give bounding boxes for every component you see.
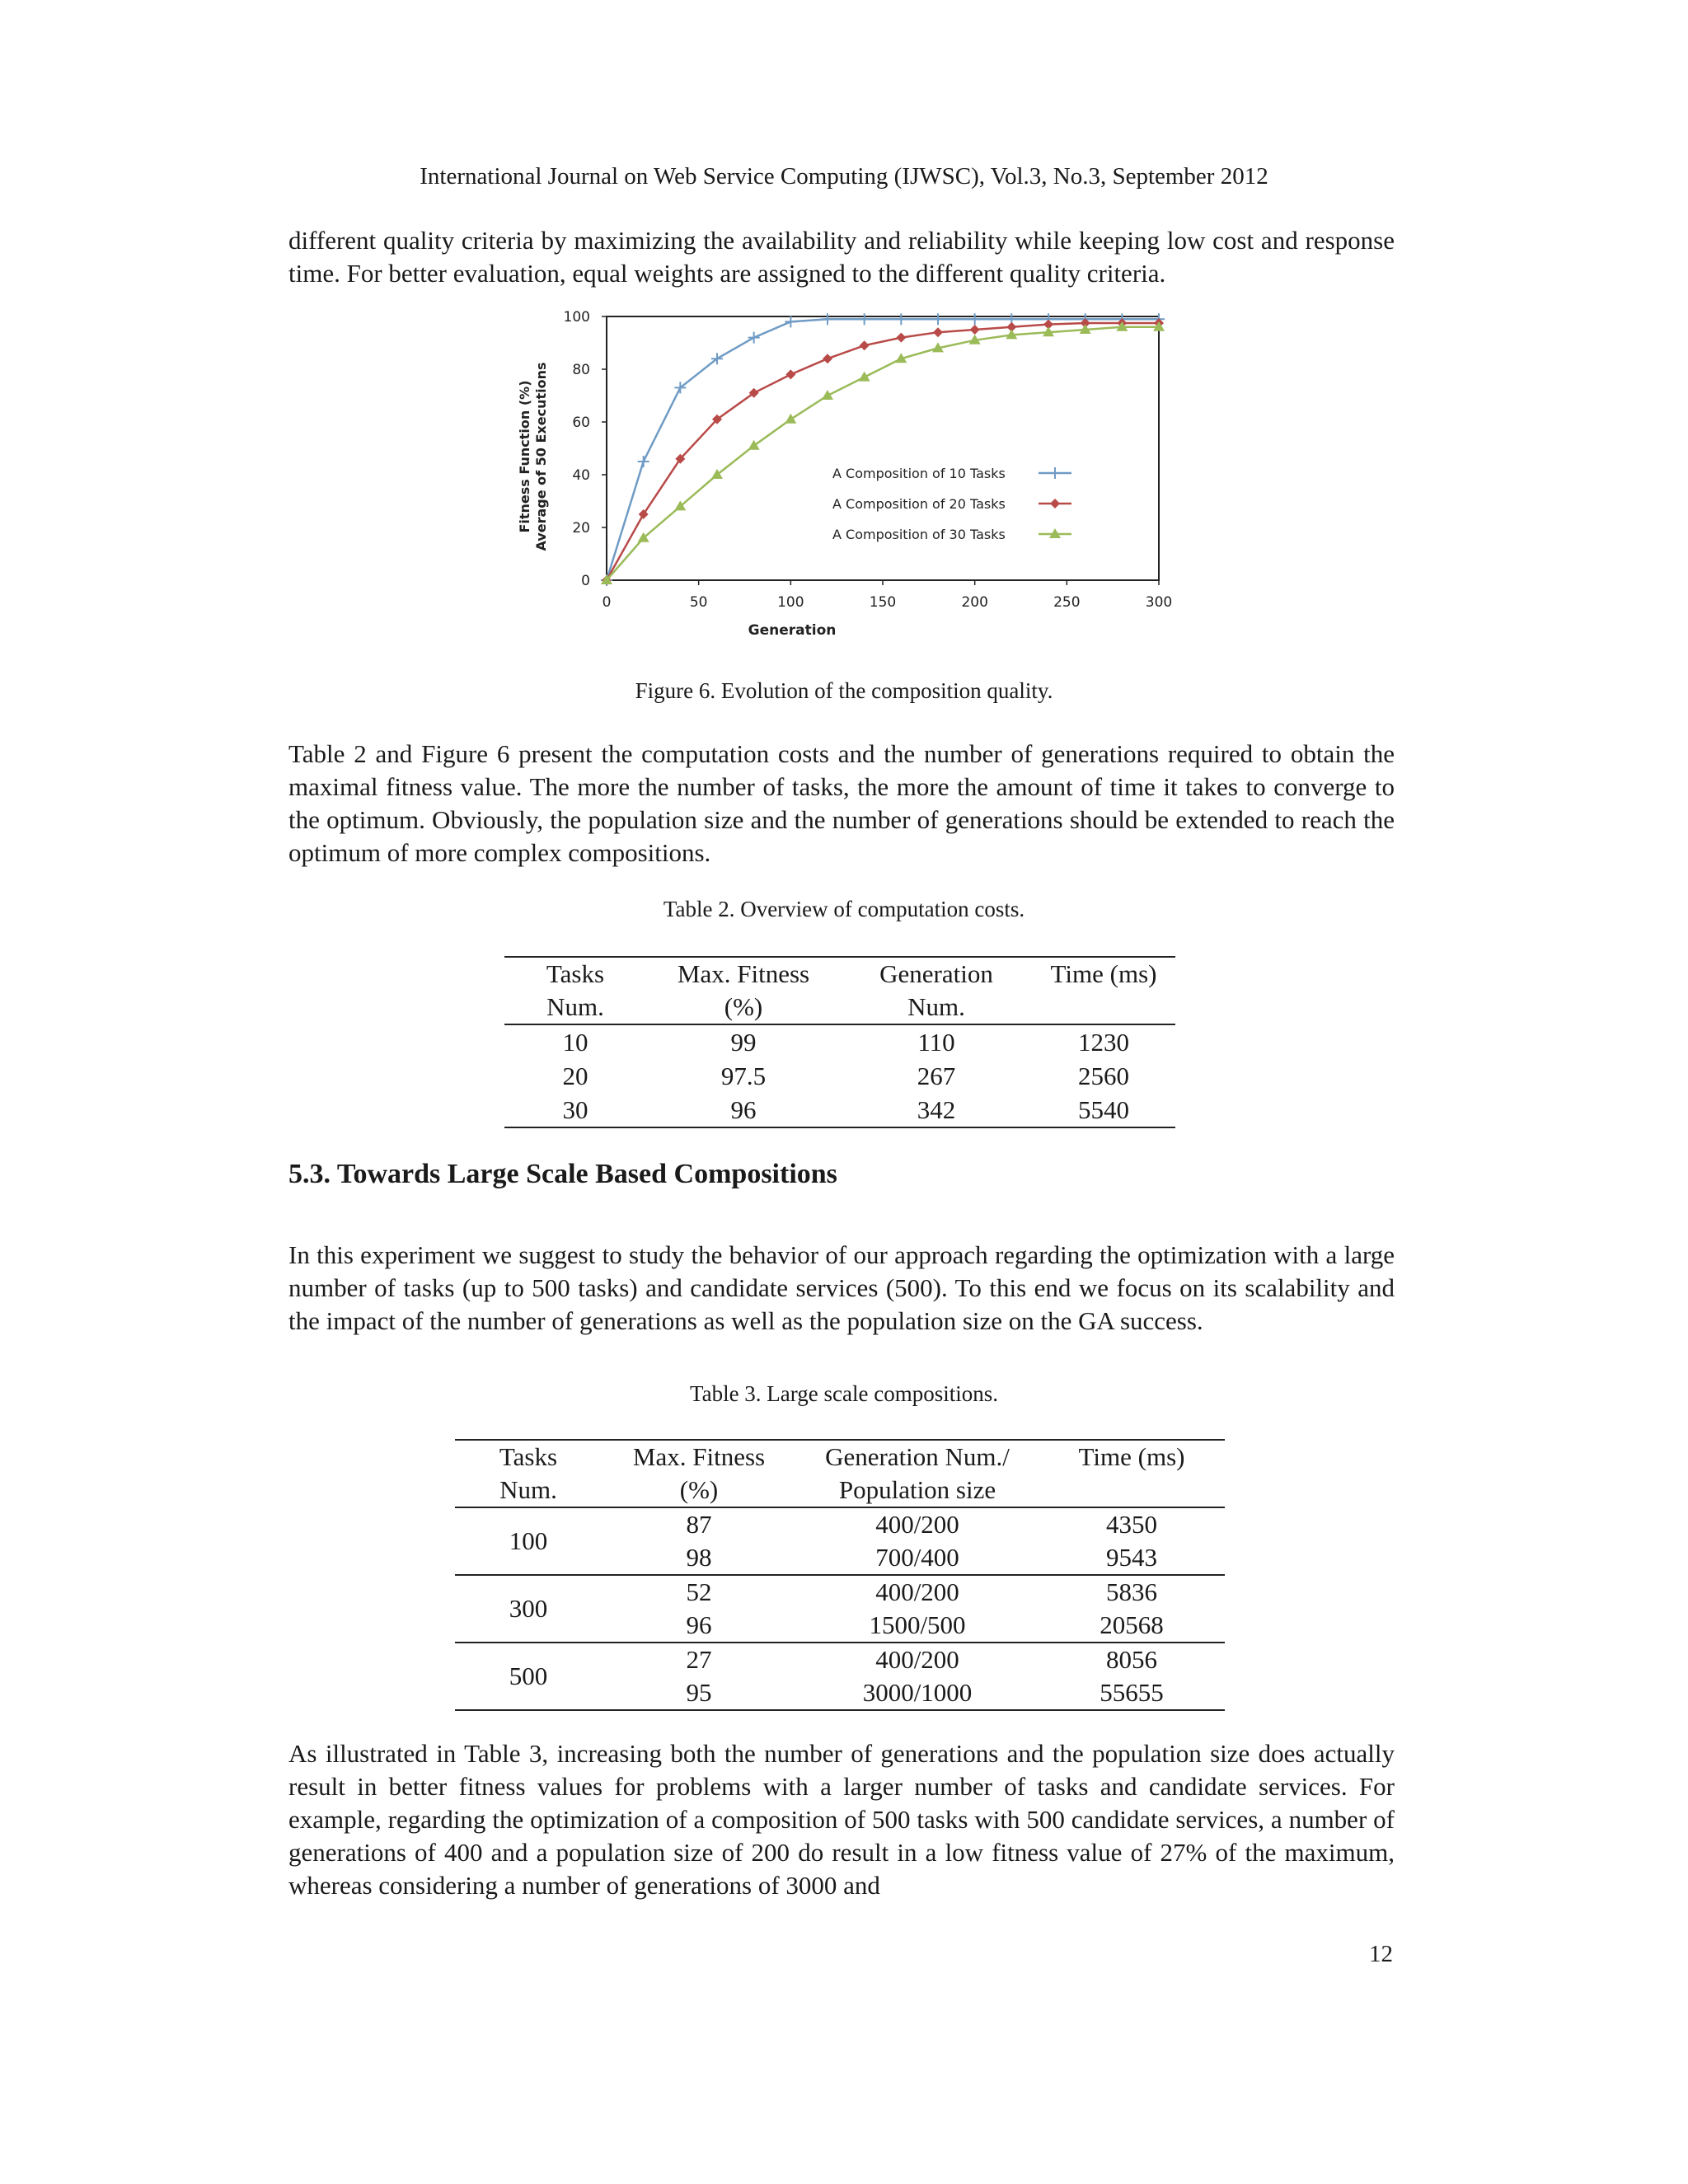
table-row — [455, 1507, 1225, 1541]
y-tick-label: 20 — [572, 520, 590, 537]
journal-header: International Journal on Web Service Computing (IJWSC), Vol.3, No.3, September 2012 — [420, 163, 1268, 190]
y-tick-label: 100 — [563, 309, 590, 326]
intro-paragraph: different quality criteria by maximizing the availability and reliability while keeping low cost and response time. For better evaluation, equal weights are assigned to the different quality criteria. — [288, 226, 1395, 288]
table-row — [504, 1093, 1175, 1127]
table-cell: 96 — [602, 1609, 796, 1643]
series-1-point — [785, 316, 796, 327]
table-cell: 9543 — [1039, 1541, 1225, 1575]
x-tick-label: 200 — [961, 594, 988, 611]
x-tick-label: 50 — [689, 594, 708, 611]
table-cell: 400/200 — [875, 1645, 959, 1674]
x-tick-label: 300 — [1145, 594, 1173, 611]
table-cell: 4350 — [1106, 1510, 1157, 1539]
legend-label: A Composition of 10 Tasks — [832, 466, 1006, 481]
tasks-cell: 500 — [455, 1643, 602, 1710]
tasks-cell: 300 — [455, 1575, 602, 1643]
closing-paragraph: As illustrated in Table 3, increasing both the number of generations and the population size does actually result in better fitness values for problems with a larger number of tasks and candidate services. For example, regarding the optimization of a composition of 500 tasks with 500 candidate services, a number of generations of 400 and a population size of 200 do result in a low fitness value of 27% of the maximum, whereas considering a number of generations of 3000 and — [288, 1739, 1395, 1900]
table-cell: 3000/1000 — [796, 1676, 1039, 1710]
table2-caption: Table 2. Overview of computation costs. — [663, 897, 1025, 921]
table-cell: 20 — [562, 1062, 588, 1090]
series-1-point — [748, 332, 760, 344]
table-row — [504, 1024, 1175, 1059]
table-cell: 700/400 — [796, 1541, 1039, 1575]
header-cell: Max. Fitness (%) — [602, 1440, 796, 1507]
header-cell: Time (ms) — [1039, 1440, 1225, 1507]
section-paragraph: In this experiment we suggest to study the behavior of our approach regarding the optimization with a large number of tasks (up to 500 tasks) and candidate services (500). To this end we focus on its scalability and the impact of the number of generations as well as the population size on the GA success. — [288, 1240, 1395, 1335]
header-cell: Generation Num. — [841, 957, 1032, 1024]
y-tick-label: 0 — [581, 573, 590, 589]
tasks-cell: 100 — [455, 1507, 602, 1575]
table-cell: 1230 — [1078, 1028, 1129, 1057]
x-tick-label: 100 — [777, 594, 804, 611]
series-3-point — [859, 372, 870, 382]
header-cell: Tasks Num. — [504, 957, 646, 1024]
table-row — [455, 1575, 1225, 1609]
legend-marker — [1049, 467, 1061, 479]
table-cell: 30 — [504, 1093, 646, 1127]
y-axis-label: Average of 50 Executions — [533, 362, 549, 551]
series-1-point — [822, 313, 833, 325]
table-cell: 1500/500 — [796, 1609, 1039, 1643]
table-cell: 96 — [646, 1093, 841, 1127]
large-scale-compositions-table — [455, 1439, 1225, 1711]
series-1-point — [859, 313, 870, 325]
x-axis-label: Generation — [748, 622, 837, 639]
x-tick-label: 250 — [1053, 594, 1081, 611]
table-cell: 400/200 — [875, 1577, 959, 1606]
table-cell: 8056 — [1106, 1645, 1157, 1674]
table-cell: 98 — [602, 1541, 796, 1575]
table-cell: 5836 — [1106, 1577, 1157, 1606]
table-cell: 97.5 — [720, 1062, 767, 1090]
table-cell: 99 — [730, 1028, 757, 1057]
page-number: 12 — [1369, 1941, 1393, 1967]
series-2-point — [896, 333, 906, 343]
legend-label: A Composition of 20 Tasks — [832, 496, 1006, 512]
table-cell: 400/200 — [875, 1510, 959, 1539]
computation-costs-table — [504, 956, 1175, 1128]
series-2-point — [860, 340, 870, 350]
table-cell: 10 — [562, 1028, 588, 1057]
series-2-point — [823, 354, 832, 363]
header-cell: Tasks Num. — [455, 1440, 602, 1507]
table3-caption: Table 3. Large scale compositions. — [689, 1381, 998, 1406]
y-tick-label: 80 — [572, 362, 590, 378]
header-cell: Time (ms) — [1032, 957, 1175, 1024]
paragraph-table2-discussion: Table 2 and Figure 6 present the computation costs and the number of generations required to obtain the maximal fitness value. The more the number of tasks, the more the amount of time it takes to converge to the optimum. Obviously, the population size and the number of generations should be extended to reach the optimum of more complex compositions. — [288, 739, 1395, 867]
x-tick-label: 150 — [869, 594, 897, 611]
table-row — [504, 1059, 1175, 1093]
table-cell: 2560 — [1078, 1062, 1129, 1090]
legend-label: A Composition of 30 Tasks — [832, 527, 1006, 542]
section-title: 5.3. Towards Large Scale Based Compositions — [288, 1159, 837, 1189]
legend-marker — [1050, 499, 1060, 509]
header-cell: Max. Fitness (%) — [646, 957, 841, 1024]
series-2-point — [785, 369, 795, 379]
figure-caption: Figure 6. Evolution of the composition quality. — [635, 678, 1053, 703]
table-cell: 87 — [686, 1510, 712, 1539]
table-cell: 27 — [686, 1645, 712, 1674]
series-3-point — [822, 390, 833, 400]
series-1-point — [895, 313, 907, 325]
y-tick-label: 60 — [572, 415, 590, 431]
fitness-evolution-chart — [511, 303, 1187, 659]
table-cell: 55655 — [1039, 1676, 1225, 1710]
table-cell: 267 — [917, 1062, 956, 1090]
table-row — [455, 1643, 1225, 1676]
y-axis-label: Fitness Function (%) — [517, 380, 532, 533]
header-cell: Generation Num./ Population size — [796, 1440, 1039, 1507]
table-cell: 342 — [841, 1093, 1032, 1127]
series-1-point — [638, 456, 649, 467]
series-2-point — [933, 327, 943, 337]
table-cell: 5540 — [1032, 1093, 1175, 1127]
series-3-point — [748, 440, 760, 450]
table-cell: 20568 — [1039, 1609, 1225, 1643]
x-tick-label: 0 — [602, 594, 612, 611]
table-cell: 52 — [686, 1577, 712, 1606]
y-tick-label: 40 — [572, 467, 590, 484]
series-1-point — [932, 313, 944, 325]
table-cell: 95 — [602, 1676, 796, 1710]
series-3-point — [785, 414, 796, 424]
series-1-point — [969, 313, 981, 325]
series-2-point — [970, 325, 980, 335]
table-cell: 110 — [917, 1028, 955, 1057]
